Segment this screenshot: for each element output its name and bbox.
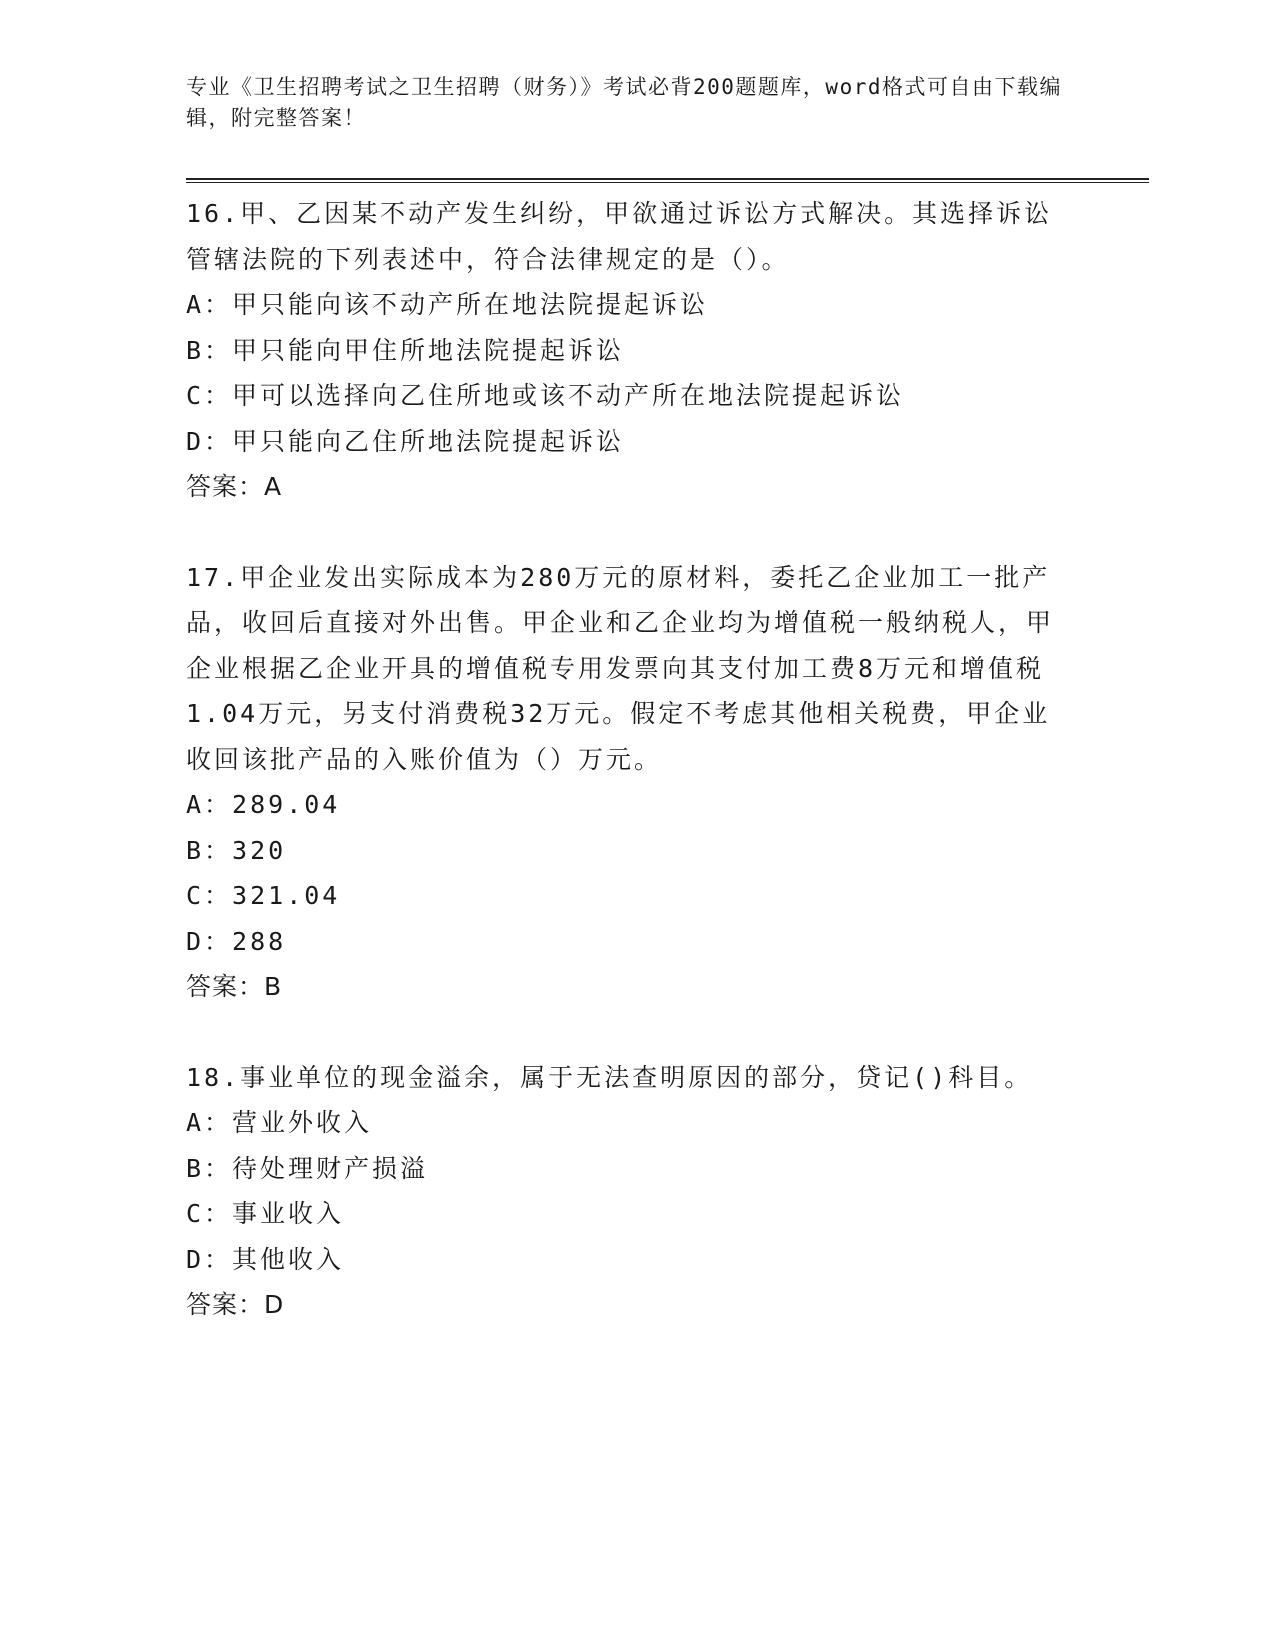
- option-c: C：事业收入: [186, 1199, 345, 1228]
- document-page: [186, 72, 1146, 1328]
- question-stem: 16.甲、乙因某不动产发生纠纷，甲欲通过诉讼方式解决。其选择诉讼管辖法院的下列表述中，符合法律规定的是（）。: [186, 199, 1053, 274]
- question-stem: 17.甲企业发出实际成本为280万元的原材料，委托乙企业加工一批产品，收回后直接对外出售。甲企业和乙企业均为增值税一般纳税人，甲企业根据乙企业开具的增值税专用发票向其支付加工费8万元和增值税1.04万元，另支付消费税32万元。假定不考虑其他相关税费，甲企业收回该批产品的入账价值为（）万元。: [186, 562, 1055, 774]
- question-18: [186, 1055, 1146, 1328]
- option-a: A：营业外收入: [186, 1108, 373, 1137]
- option-d: D：甲只能向乙住所地法院提起诉讼: [186, 426, 625, 456]
- option-b: B：320: [186, 835, 287, 865]
- option-b: B：甲只能向甲住所地法院提起诉讼: [186, 335, 625, 365]
- question-stem: 18.事业单位的现金溢余，属于无法查明原因的部分，贷记()科目。: [186, 1062, 1033, 1092]
- header-divider: [186, 178, 1149, 183]
- answer-line: 答案：A: [186, 472, 283, 501]
- option-a: A：甲只能向该不动产所在地法院提起诉讼: [186, 290, 709, 319]
- option-d: D：其他收入: [186, 1244, 345, 1274]
- option-d: D：288: [186, 926, 287, 956]
- option-a: A：289.04: [186, 790, 341, 819]
- option-c: C：321.04: [186, 881, 341, 910]
- question-16: [186, 191, 1146, 510]
- document-header: 专业《卫生招聘考试之卫生招聘（财务）》考试必背200题题库，word格式可自由下载编辑，附完整答案！: [186, 75, 1062, 130]
- question-17: [186, 555, 1146, 1010]
- answer-line: 答案：D: [186, 1290, 285, 1319]
- option-b: B：待处理财产损溢: [186, 1153, 429, 1183]
- answer-line: 答案：B: [186, 972, 283, 1001]
- option-c: C：甲可以选择向乙住所地或该不动产所在地法院提起诉讼: [186, 381, 905, 410]
